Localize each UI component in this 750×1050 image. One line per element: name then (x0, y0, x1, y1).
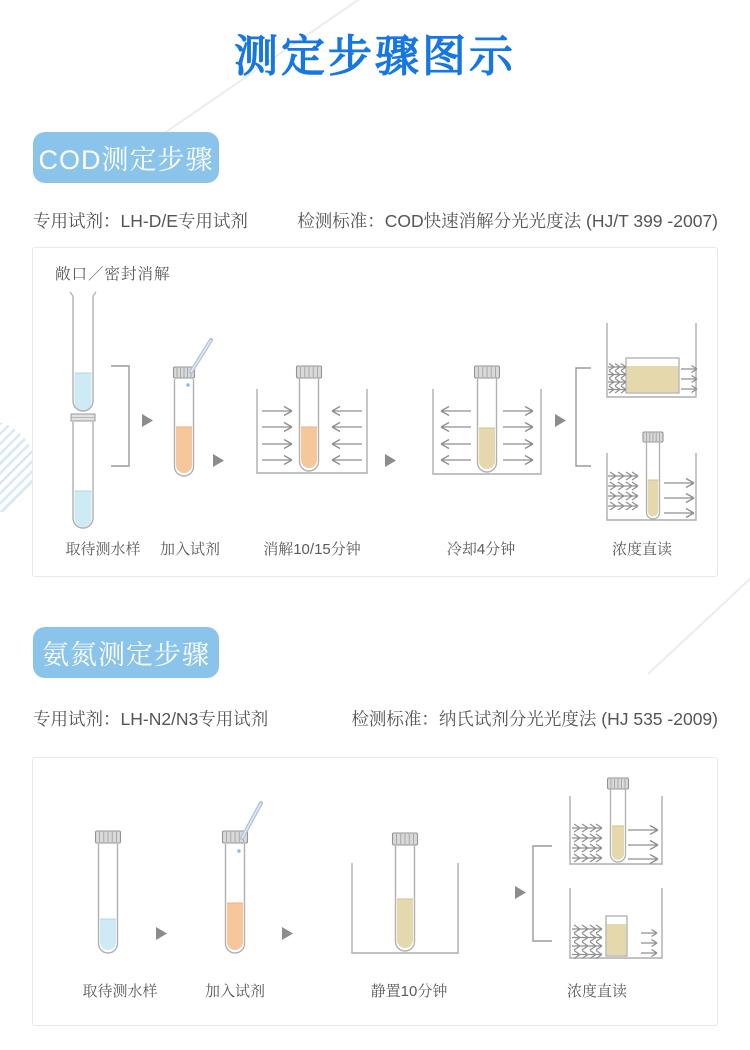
reagent-tube-icon (223, 803, 262, 953)
next-step-arrow-icon (282, 927, 293, 940)
cod-reagent-text: 专用试剂：LH-D/E专用试剂 (33, 211, 248, 231)
sample-tube-capped-icon (71, 414, 95, 528)
digestion-bath-icon (257, 366, 367, 473)
cod-panel-note: 敞口／密封消解 (55, 266, 171, 283)
reagent-drop-icon (237, 849, 240, 852)
next-step-arrow-icon (385, 454, 396, 467)
step-label: 冷却4分钟 (446, 541, 516, 558)
ammonia-reagent-text: 专用试剂：LH-N2/N3专用试剂 (33, 709, 269, 729)
next-step-arrow-icon (515, 886, 526, 899)
step-label: 浓度直读 (566, 983, 628, 1000)
next-step-arrow-icon (142, 414, 153, 427)
step-label: 加入试剂 (159, 541, 221, 558)
cod-standard-text: 检测标准：COD快速消解分光光度法 (HJ/T 399 -2007) (297, 211, 718, 231)
step-label: 消解10/15分钟 (263, 541, 361, 558)
step-label: 加入试剂 (204, 983, 266, 1000)
cod-section-badge: COD测定步骤 (33, 132, 219, 183)
reagent-tube-icon (174, 340, 212, 476)
standing-bath-icon (352, 833, 458, 953)
reagent-drop-icon (186, 383, 189, 386)
sample-tube-capped-icon (96, 831, 121, 953)
grouping-bracket (576, 368, 591, 466)
ammonia-meta-row (33, 706, 718, 731)
photometer-cuvette-icon (570, 888, 662, 959)
cooling-bath-icon (433, 366, 541, 474)
page-title: 测定步骤图示 (234, 32, 516, 81)
photometer-tube-icon (570, 778, 662, 864)
photometer-tube-icon (607, 432, 696, 520)
decorative-striped-circle (0, 421, 35, 514)
next-step-arrow-icon (555, 414, 566, 427)
ammonia-diagram-panel (32, 757, 718, 1026)
ammonia-section-badge: 氨氮测定步骤 (33, 627, 219, 678)
grouping-bracket (111, 366, 129, 466)
step-label: 浓度直读 (611, 541, 673, 558)
next-step-arrow-icon (156, 927, 167, 940)
grouping-bracket (533, 846, 552, 941)
step-label: 取待测水样 (65, 541, 141, 558)
step-label: 静置10分钟 (370, 983, 448, 1000)
cod-meta-row (33, 208, 718, 233)
ammonia-diagram (33, 758, 717, 1025)
next-step-arrow-icon (213, 454, 224, 467)
ammonia-standard-text: 检测标准：纳氏试剂分光光度法 (HJ 535 -2009) (351, 709, 718, 729)
sample-tube-open-icon (70, 292, 96, 411)
step-label: 取待测水样 (82, 983, 158, 1000)
cod-diagram (33, 248, 717, 576)
cod-diagram-panel (32, 247, 718, 577)
photometer-cuvette-icon (607, 323, 697, 397)
